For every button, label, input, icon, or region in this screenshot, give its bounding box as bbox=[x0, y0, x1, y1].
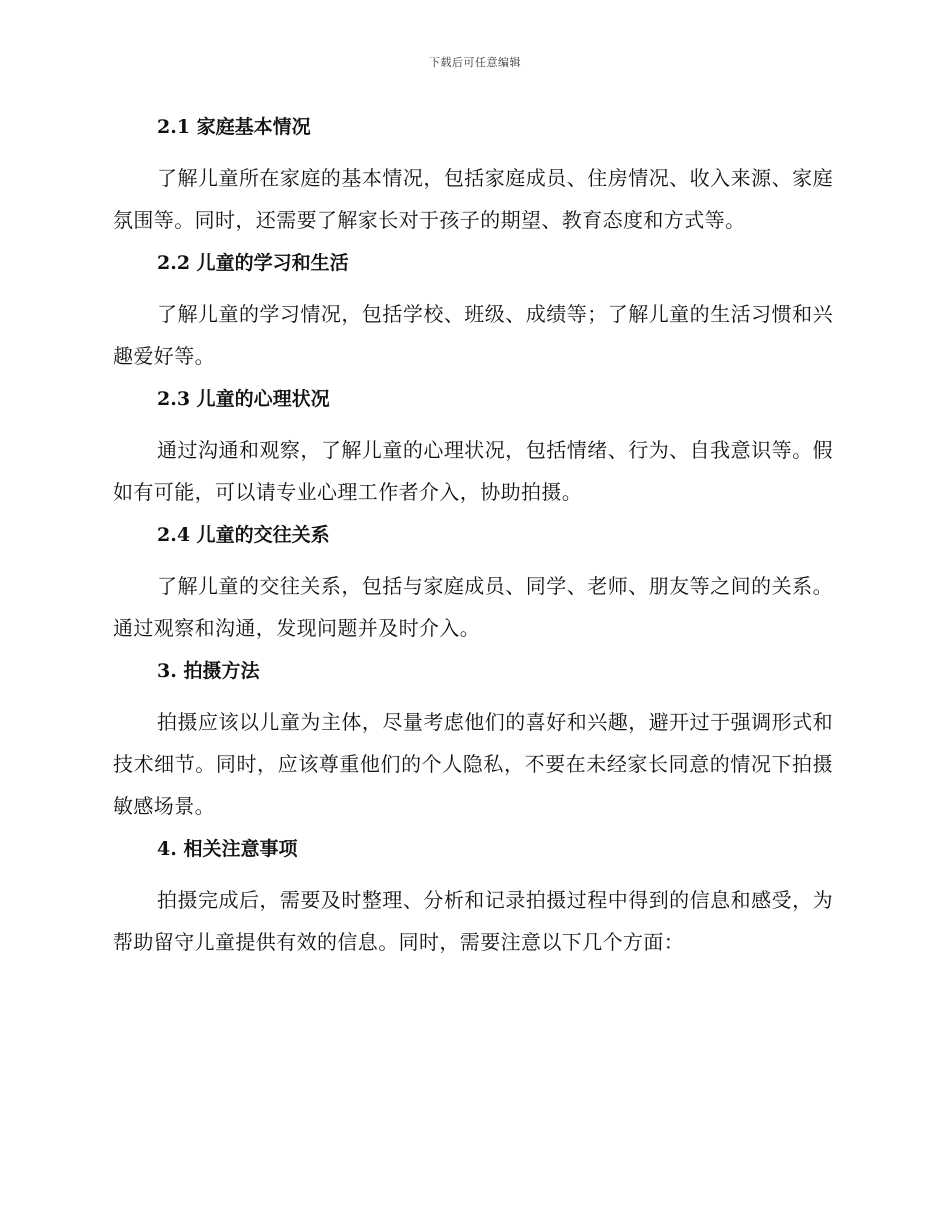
header-note: 下载后可任意编辑 bbox=[429, 56, 521, 69]
section-heading-4: 4. 相关注意事项 bbox=[157, 838, 298, 860]
section-paragraph-2-2: 了解儿童的学习情况，包括学校、班级、成绩等；了解儿童的生活习惯和兴趣爱好等。 bbox=[113, 302, 833, 368]
section-heading-2-2: 2.2 儿童的学习和生活 bbox=[157, 252, 349, 274]
section-paragraph-2-1: 了解儿童所在家庭的基本情况，包括家庭成员、住房情况、收入来源、家庭氛围等。同时，还需要了解家长对于孩子的期望、教育态度和方式等。 bbox=[113, 166, 833, 232]
section-heading-2-4: 2.4 儿童的交往关系 bbox=[157, 524, 330, 546]
section-heading-2-1: 2.1 家庭基本情况 bbox=[157, 116, 311, 138]
section-paragraph-4: 拍摄完成后，需要及时整理、分析和记录拍摄过程中得到的信息和感受，为帮助留守儿童提供有效的信息。同时，需要注意以下几个方面： bbox=[113, 888, 833, 954]
section-heading-2-3: 2.3 儿童的心理状况 bbox=[157, 388, 330, 410]
section-heading-3: 3. 拍摄方法 bbox=[157, 660, 260, 682]
document-body bbox=[113, 112, 833, 963]
section-paragraph-2-4: 了解儿童的交往关系，包括与家庭成员、同学、老师、朋友等之间的关系。通过观察和沟通，发现问题并及时介入。 bbox=[113, 574, 833, 640]
section-paragraph-3: 拍摄应该以儿童为主体，尽量考虑他们的喜好和兴趣，避开过于强调形式和技术细节。同时，应该尊重他们的个人隐私，不要在未经家长同意的情况下拍摄敏感场景。 bbox=[113, 710, 833, 818]
section-paragraph-2-3: 通过沟通和观察，了解儿童的心理状况，包括情绪、行为、自我意识等。假如有可能，可以请专业心理工作者介入，协助拍摄。 bbox=[113, 438, 833, 504]
